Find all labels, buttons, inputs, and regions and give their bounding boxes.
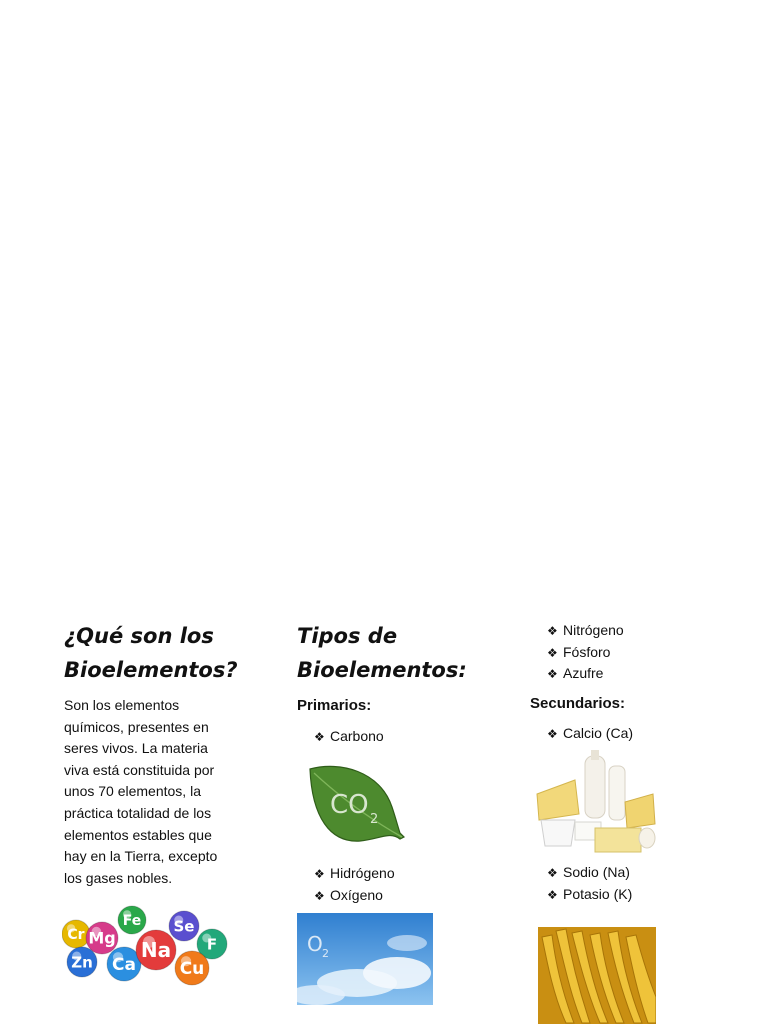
secundarios-label: Secundarios: <box>530 695 626 712</box>
list-item: ❖ Carbono <box>314 726 384 748</box>
diamond-bullet-icon: ❖ <box>547 887 558 902</box>
element-sphere <box>86 922 118 954</box>
sky-formula-sub: 2 <box>322 947 329 960</box>
list-item: ❖ Potasio (K) <box>547 884 632 906</box>
title-que-son <box>64 619 238 687</box>
o2-sky-image <box>297 913 433 1005</box>
element-sphere-label: Zn <box>71 953 93 972</box>
primarios-label: Primarios: <box>297 697 372 714</box>
element-spheres-image <box>62 902 232 992</box>
diamond-bullet-icon: ❖ <box>547 667 558 682</box>
paragraph-line: los gases nobles. <box>64 869 173 886</box>
sky-formula-text: O <box>307 932 323 956</box>
paragraph-line: elementos estables que <box>64 826 212 843</box>
sky-svg <box>297 913 433 1005</box>
secundarios-list-a <box>547 723 633 745</box>
element-sphere-label: Se <box>173 917 195 936</box>
list-item: ❖ Fósforo <box>547 642 624 664</box>
element-sphere-label: Fe <box>122 912 142 929</box>
element-spheres-svg <box>62 902 232 992</box>
title-line: ¿Qué son los <box>64 624 214 648</box>
dairy-svg <box>535 750 663 858</box>
element-sphere-label: Cr <box>67 926 85 943</box>
primarios-list-b <box>314 863 395 906</box>
element-sphere-label: F <box>206 935 218 954</box>
co2-leaf-image <box>300 757 410 849</box>
leaf-formula-sub: 2 <box>370 812 379 827</box>
element-sphere <box>136 930 176 970</box>
primarios-list-c <box>547 620 624 685</box>
secundarios-list-b <box>547 862 632 905</box>
diamond-bullet-icon: ❖ <box>547 866 558 880</box>
primarios-list-a <box>314 726 384 748</box>
list-item: ❖ Azufre <box>547 663 624 685</box>
definition-paragraph <box>64 695 244 889</box>
element-sphere <box>169 911 199 941</box>
diamond-bullet-icon: ❖ <box>314 867 325 881</box>
bananas-svg <box>538 927 656 1024</box>
diamond-bullet-icon: ❖ <box>547 727 558 741</box>
list-item: ❖ Oxígeno <box>314 885 395 907</box>
diamond-bullet-icon: ❖ <box>547 645 558 660</box>
list-item: ❖ Nitrógeno <box>547 620 624 642</box>
leaf-svg <box>300 757 410 849</box>
list-item: ❖ Calcio (Ca) <box>547 723 633 745</box>
title-line: Bioelementos? <box>64 658 238 682</box>
bananas-image <box>538 927 656 1024</box>
element-sphere <box>175 951 209 985</box>
title-line: Bioelementos: <box>297 658 467 682</box>
title-line: Tipos de <box>297 624 398 648</box>
leaf-formula-text: CO <box>330 790 369 820</box>
element-sphere <box>62 920 90 948</box>
paragraph-line: práctica totalidad de los <box>64 804 212 821</box>
paragraph-line: Son los elementos <box>64 697 180 713</box>
element-sphere <box>67 947 97 977</box>
paragraph-line: seres vivos. La materia <box>64 740 208 757</box>
element-sphere <box>118 906 146 934</box>
paragraph-line: hay en la Tierra, excepto <box>64 848 218 865</box>
diamond-bullet-icon: ❖ <box>314 888 325 903</box>
list-item: ❖ Sodio (Na) <box>547 862 632 884</box>
paragraph-line: químicos, presentes en <box>64 718 209 735</box>
list-item: ❖ Hidrógeno <box>314 863 395 885</box>
element-sphere-label: Mg <box>88 928 116 948</box>
paragraph-line: unos 70 elementos, la <box>64 783 201 800</box>
paragraph-line: viva está constituida por <box>64 761 215 778</box>
diamond-bullet-icon: ❖ <box>314 730 325 744</box>
element-sphere-label: Na <box>140 938 172 962</box>
dairy-image <box>535 750 663 858</box>
element-sphere-label: Ca <box>112 954 136 975</box>
diamond-bullet-icon: ❖ <box>547 624 558 638</box>
element-sphere-label: Cu <box>179 958 205 979</box>
title-tipos <box>297 619 467 687</box>
